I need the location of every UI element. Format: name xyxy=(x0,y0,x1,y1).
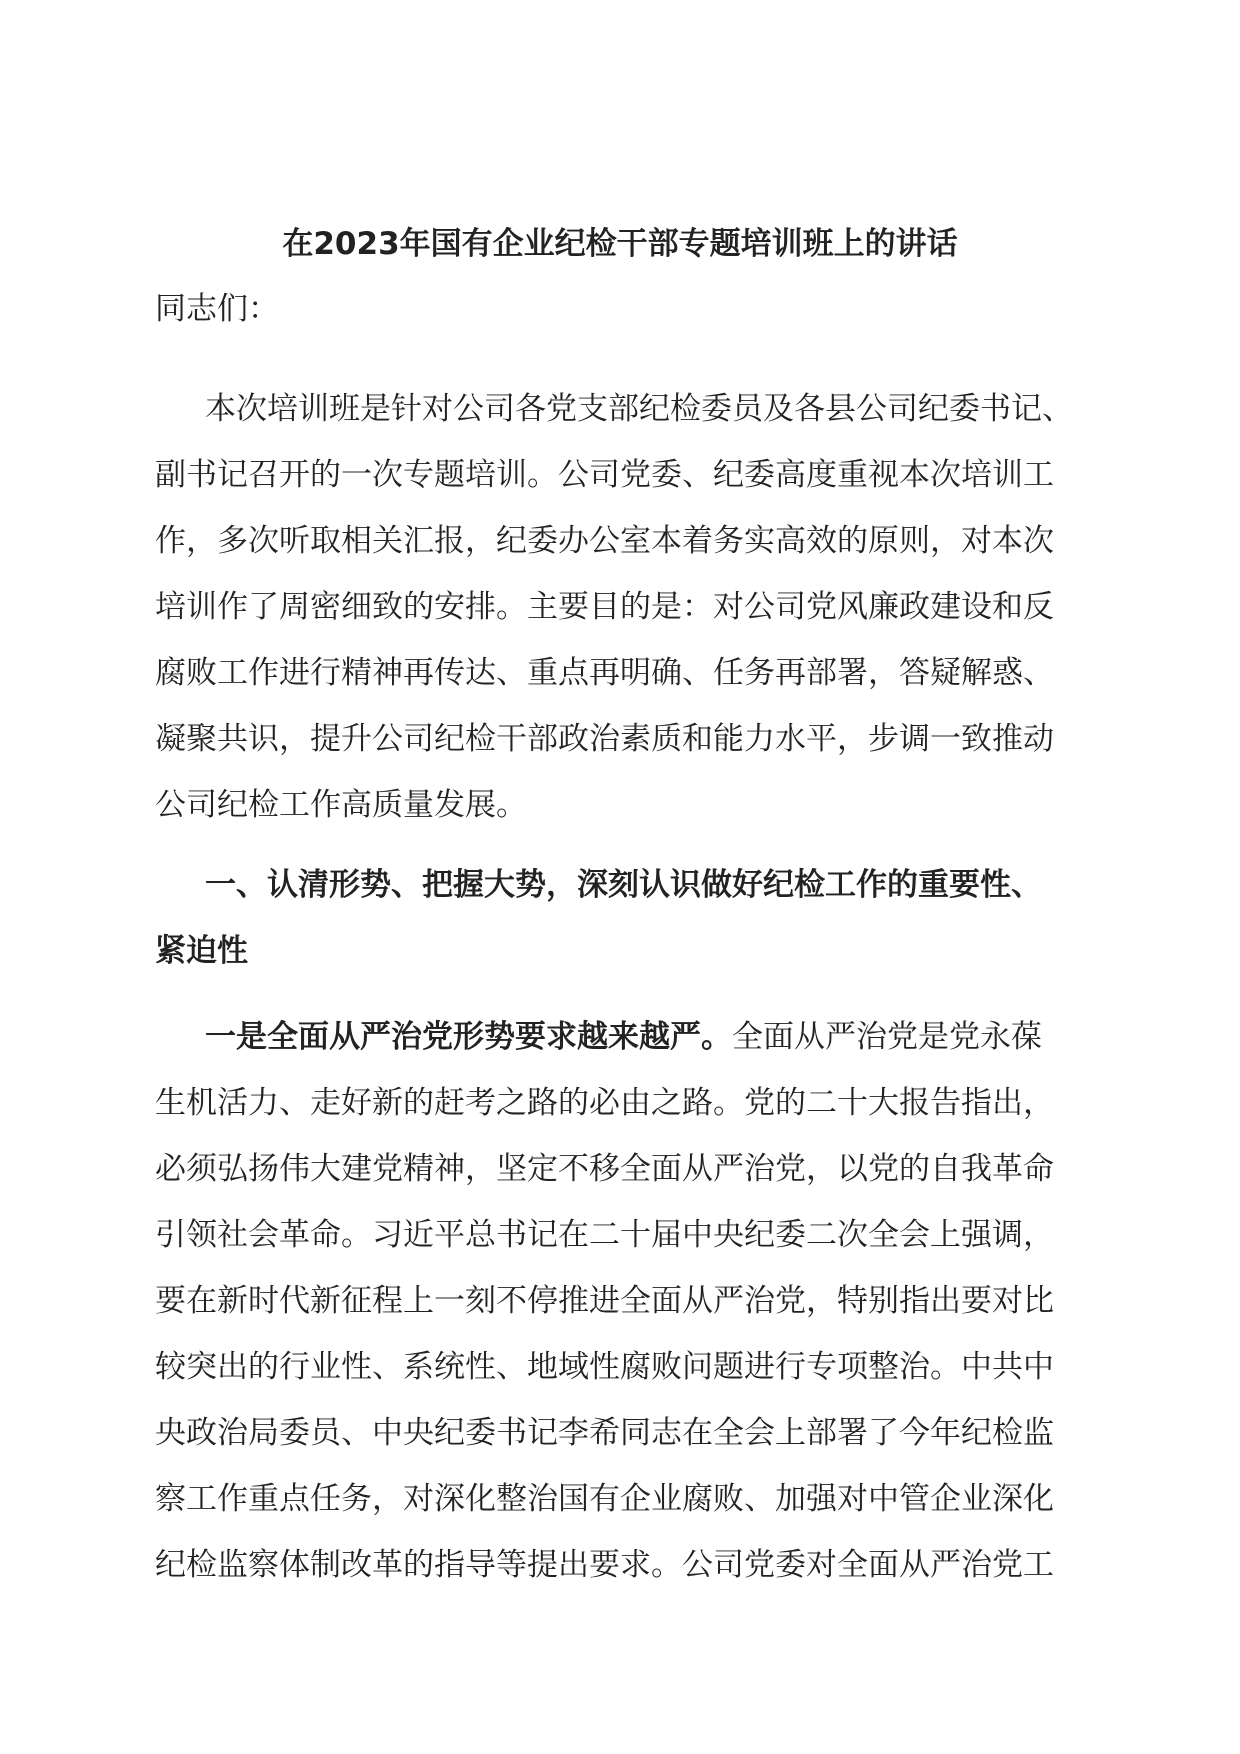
paragraph-1-line: 作，多次听取相关汇报，纪委办公室本着务实高效的原则，对本次 xyxy=(155,523,1054,559)
document-title: 在2023年国有企业纪检干部专题培训班上的讲话 xyxy=(282,226,958,262)
paragraph-1-line: 公司纪检工作高质量发展。 xyxy=(155,787,527,823)
section-heading-line: 一、认清形势、把握大势，深刻认识做好纪检工作的重要性、 xyxy=(205,867,1042,903)
paragraph-1-line: 凝聚共识，提升公司纪检干部政治素质和能力水平，步调一致推动 xyxy=(155,721,1054,757)
section-heading-1 xyxy=(155,852,1085,984)
paragraph-2-line: 必须弘扬伟大建党精神，坚定不移全面从严治党，以党的自我革命 xyxy=(155,1151,1054,1187)
paragraph-2-lead: 一是全面从严治党形势要求越来越严。 xyxy=(205,1019,732,1055)
paragraph-1-line: 本次培训班是针对公司各党支部纪检委员及各县公司纪委书记、 xyxy=(205,391,1073,427)
paragraph-2-line: 察工作重点任务，对深化整治国有企业腐败、加强对中管企业深化 xyxy=(155,1481,1054,1517)
paragraph-2-line: 引领社会革命。习近平总书记在二十届中央纪委二次全会上强调， xyxy=(155,1217,1054,1253)
paragraph-1 xyxy=(155,376,1085,838)
paragraph-2 xyxy=(155,1004,1085,1598)
greeting: 同志们： xyxy=(155,291,279,327)
paragraph-2-first-line xyxy=(155,1004,1085,1070)
paragraph-2-line: 生机活力、走好新的赶考之路的必由之路。党的二十大报告指出， xyxy=(155,1085,1054,1121)
section-heading-line: 紧迫性 xyxy=(155,933,248,969)
paragraph-1-line: 副书记召开的一次专题培训。公司党委、纪委高度重视本次培训工 xyxy=(155,457,1054,493)
paragraph-2-first-line-rest: 全面从严治党是党永葆 xyxy=(732,1019,1042,1055)
paragraph-2-line: 要在新时代新征程上一刻不停推进全面从严治党，特别指出要对比 xyxy=(155,1283,1054,1319)
paragraph-1-line: 腐败工作进行精神再传达、重点再明确、任务再部署，答疑解惑、 xyxy=(155,655,1054,691)
paragraph-2-line: 较突出的行业性、系统性、地域性腐败问题进行专项整治。中共中 xyxy=(155,1349,1054,1385)
paragraph-2-line: 纪检监察体制改革的指导等提出要求。公司党委对全面从严治党工 xyxy=(155,1547,1054,1583)
paragraph-1-line: 培训作了周密细致的安排。主要目的是：对公司党风廉政建设和反 xyxy=(155,589,1054,625)
paragraph-2-line: 央政治局委员、中央纪委书记李希同志在全会上部署了今年纪检监 xyxy=(155,1415,1054,1451)
